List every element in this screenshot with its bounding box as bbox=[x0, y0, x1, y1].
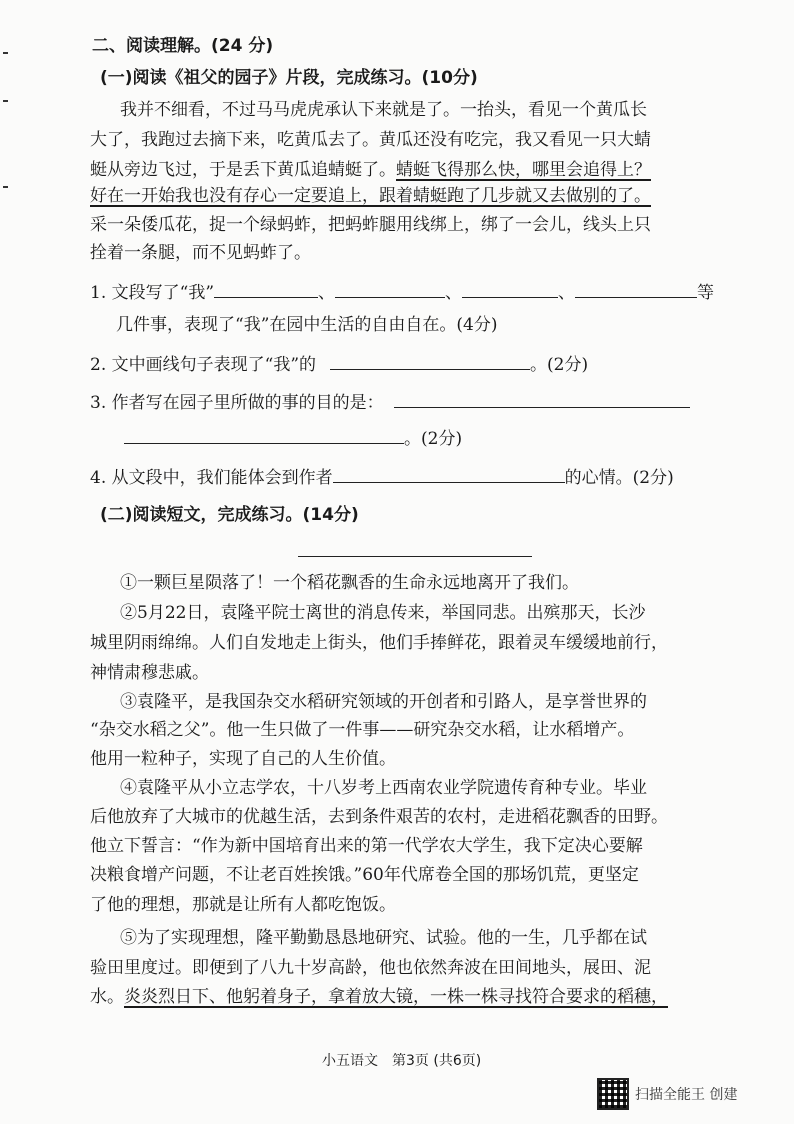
separator: 、 bbox=[318, 283, 336, 303]
question-1-cont: 几件事，表现了“我”在园中生活的自由自在。(4分) bbox=[116, 315, 498, 335]
article-text: 水。 bbox=[90, 987, 124, 1007]
question-3-cont bbox=[124, 427, 462, 451]
question-text: 的心情。(2分) bbox=[564, 468, 674, 488]
qr-code-icon bbox=[597, 1078, 629, 1110]
article-line: 他立下誓言：“作为新中国培育出来的第一代学农大学生，我下定决心要解 bbox=[90, 836, 643, 856]
answer-blank[interactable] bbox=[575, 281, 697, 298]
article-line: 他用一粒种子，实现了自己的人生价值。 bbox=[90, 749, 396, 769]
passage-line: 大了，我跑过去摘下来，吃黄瓜去了。黄瓜还没有吃完，我又看见一只大蜻 bbox=[90, 130, 651, 150]
question-text: 4. 从文段中，我们能体会到作者 bbox=[90, 468, 333, 488]
passage-line: 拴着一条腿，而不见蚂蚱了。 bbox=[90, 243, 311, 263]
article-line: 神情肃穆悲戚。 bbox=[90, 663, 209, 683]
margin-mark bbox=[3, 52, 8, 54]
question-3 bbox=[90, 391, 690, 415]
passage-line: 采一朵倭瓜花，捉一个绿蚂蚱，把蚂蚱腿用线绑上，绑了一会儿，线头上只 bbox=[90, 215, 651, 235]
question-text: 。(2分) bbox=[530, 355, 589, 375]
section-title: 二、阅读理解。(24 分) bbox=[92, 36, 274, 56]
passage-text: 蜓从旁边飞过，于是丢下黄瓜追蜻蜓了。 bbox=[90, 160, 396, 180]
question-2 bbox=[90, 353, 588, 377]
answer-blank[interactable] bbox=[333, 466, 565, 483]
title-answer-blank[interactable] bbox=[298, 556, 532, 557]
article-line: 决粮食增产问题，不让老百姓挨饿。”60年代席卷全国的那场饥荒，更坚定 bbox=[90, 865, 639, 885]
underlined-sentence: 炎炎烈日下、他躬着身子，拿着放大镜，一株一株寻找符合要求的稻穗， bbox=[124, 987, 668, 1007]
question-text: 2. 文中画线句子表现了“我”的 bbox=[90, 355, 317, 375]
article-line bbox=[90, 985, 668, 1009]
margin-mark bbox=[3, 100, 8, 102]
article-paragraph-1: ①一颗巨星陨落了！一个稻花飘香的生命永远地离开了我们。 bbox=[120, 573, 579, 593]
answer-blank[interactable] bbox=[330, 353, 530, 370]
article-line: “杂交水稻之父”。他一生只做了一件事——研究杂交水稻，让水稻增产。 bbox=[90, 720, 635, 740]
answer-blank[interactable] bbox=[394, 391, 690, 408]
article-line: ③袁隆平，是我国杂交水稻研究领域的开创者和引路人，是享誉世界的 bbox=[120, 692, 647, 712]
scanner-watermark bbox=[597, 1078, 737, 1110]
passage-line bbox=[90, 158, 651, 182]
answer-blank[interactable] bbox=[124, 427, 404, 444]
answer-blank[interactable] bbox=[335, 281, 445, 298]
answer-blank[interactable] bbox=[214, 281, 318, 298]
article-line: ⑤为了实现理想，隆平勤勤恳恳地研究、试验。他的一生，几乎都在试 bbox=[120, 928, 647, 948]
scanner-label: 扫描全能王 创建 bbox=[635, 1087, 738, 1103]
margin-mark bbox=[3, 186, 8, 188]
article-line: 后他放弃了大城市的优越生活，去到条件艰苦的农村，走进稻花飘香的田野。 bbox=[90, 807, 668, 827]
separator: 、 bbox=[558, 283, 576, 303]
underlined-sentence: 蜻蜓飞得那么快，哪里会追得上？ bbox=[396, 160, 651, 180]
question-text: 等 bbox=[697, 283, 715, 303]
part1-title: (一)阅读《祖父的园子》片段，完成练习。(10分) bbox=[100, 68, 478, 88]
article-line: 验田里度过。即便到了八九十岁高龄，他也依然奔波在田间地头，展田、泥 bbox=[90, 958, 651, 978]
answer-blank[interactable] bbox=[462, 281, 558, 298]
part2-title: (二)阅读短文，完成练习。(14分) bbox=[100, 505, 359, 525]
separator: 、 bbox=[445, 283, 463, 303]
question-4 bbox=[90, 466, 674, 490]
article-line: ②5月22日，袁隆平院士离世的消息传来，举国同悲。出殡那天，长沙 bbox=[120, 603, 646, 623]
question-text: 1. 文段写了“我” bbox=[90, 283, 215, 303]
question-text: 。(2分) bbox=[404, 429, 463, 449]
article-line: ④袁隆平从小立志学农，十八岁考上西南农业学院遗传育种专业。毕业 bbox=[120, 778, 647, 798]
article-line: 城里阴雨绵绵。人们自发地走上街头，他们手捧鲜花，跟着灵车缓缓地前行， bbox=[90, 633, 668, 653]
question-text: 3. 作者写在园子里所做的事的目的是： bbox=[90, 393, 384, 413]
underlined-sentence: 好在一开始我也没有存心一定要追上，跟着蜻蜓跑了几步就又去做别的了。 bbox=[90, 186, 651, 206]
article-line: 了他的理想，那就是让所有人都吃饱饭。 bbox=[90, 895, 396, 915]
question-1 bbox=[90, 281, 714, 305]
page-footer: 小五语文 第3页 (共6页) bbox=[322, 1053, 482, 1069]
passage-line: 我并不细看，不过马马虎虎承认下来就是了。一抬头，看见一个黄瓜长 bbox=[120, 100, 647, 120]
